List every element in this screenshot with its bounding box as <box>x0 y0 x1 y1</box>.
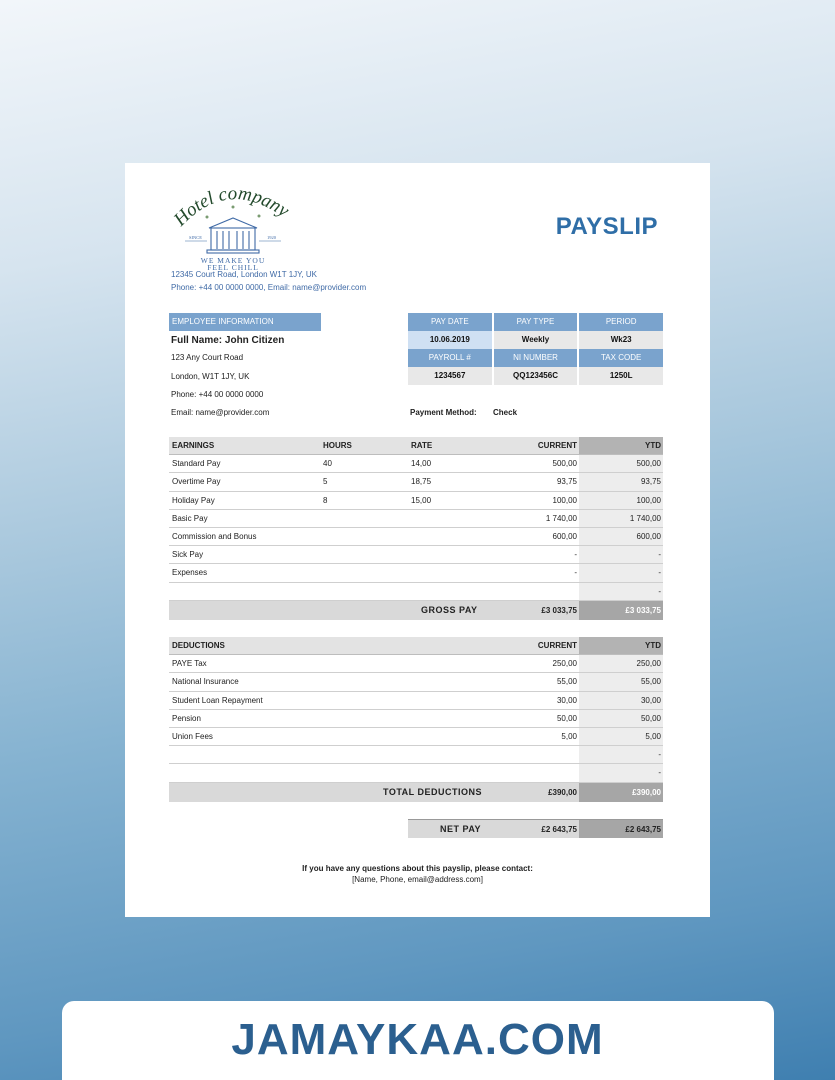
ni-number-header: NI NUMBER <box>494 349 578 367</box>
earnings-cell-name: Overtime Pay <box>172 477 221 487</box>
net-pay-label: NET PAY <box>440 824 482 834</box>
earnings-cell-name: Holiday Pay <box>172 495 215 505</box>
earnings-row <box>169 583 663 601</box>
deductions-cell-ytd: 30,00 <box>640 695 661 705</box>
earnings-cell-current: 93,75 <box>556 477 577 487</box>
tax-code-header: TAX CODE <box>579 349 663 367</box>
earnings-cell-ytd: 500,00 <box>636 459 661 469</box>
payment-method-value: Check <box>493 408 518 417</box>
earnings-col-name: EARNINGS <box>172 441 215 450</box>
deductions-col-current: CURRENT <box>537 641 577 650</box>
earnings-cell-current: 600,00 <box>552 531 577 541</box>
deductions-cell-name: PAYE Tax <box>172 659 207 669</box>
deductions-row <box>169 746 663 764</box>
deductions-cell-current: 5,00 <box>561 731 577 741</box>
earnings-col-ytd: YTD <box>645 441 661 450</box>
employee-name: Full Name: John Citizen <box>171 335 285 346</box>
total-deductions-row <box>169 783 663 802</box>
earnings-cell-hours: 5 <box>323 477 328 487</box>
gross-pay-current: £3 033,75 <box>541 605 577 615</box>
pay-info-grid <box>408 313 663 385</box>
payroll-header: PAYROLL # <box>408 349 492 367</box>
payslip-sheet <box>125 163 710 917</box>
deductions-col-ytd: YTD <box>645 641 661 650</box>
deductions-row <box>169 764 663 782</box>
logo-company-name: Hotel company <box>169 183 293 231</box>
earnings-table <box>169 437 663 620</box>
ni-number-value: QQ123456C <box>494 367 578 385</box>
earnings-cell-name: Standard Pay <box>172 459 221 469</box>
logo-year: 1920 <box>267 235 276 240</box>
total-deductions-label: TOTAL DEDUCTIONS <box>383 786 483 797</box>
employee-info-header: EMPLOYEE INFORMATION <box>169 313 321 331</box>
earnings-cell-current: - <box>574 550 577 560</box>
earnings-cell-rate: 15,00 <box>411 495 432 505</box>
earnings-row <box>169 492 663 510</box>
deductions-row <box>169 692 663 710</box>
earnings-cell-name: Expenses <box>172 568 208 578</box>
net-pay-row <box>408 819 663 838</box>
earnings-row <box>169 564 663 582</box>
earnings-cell-current: 100,00 <box>552 495 577 505</box>
earnings-cell-ytd: - <box>658 586 661 596</box>
deductions-col-name: DEDUCTIONS <box>172 641 225 650</box>
earnings-cell-name: Commission and Bonus <box>172 531 257 541</box>
period-header: PERIOD <box>579 313 663 331</box>
deductions-row <box>169 673 663 691</box>
logo-since: SINCE <box>189 235 203 240</box>
page-title: PAYSLIP <box>555 213 658 240</box>
total-deductions-current: £390,00 <box>548 787 577 797</box>
earnings-row <box>169 473 663 491</box>
logo-tagline-1: WE MAKE YOU <box>200 256 266 265</box>
earnings-cell-name: Basic Pay <box>172 513 208 523</box>
employee-email: Email: name@provider.com <box>171 408 270 417</box>
pay-type-header: PAY TYPE <box>494 313 578 331</box>
earnings-row <box>169 528 663 546</box>
earnings-cell-ytd: 100,00 <box>636 495 661 505</box>
earnings-cell-rate: 18,75 <box>411 477 432 487</box>
payment-method-label: Payment Method: <box>410 408 477 417</box>
earnings-cell-hours: 40 <box>323 459 332 469</box>
employee-phone: Phone: +44 00 0000 0000 <box>171 390 264 399</box>
contact-note: If you have any questions about this payslip, please contact: <box>302 864 533 873</box>
earnings-cell-rate: 14,00 <box>411 459 432 469</box>
hotel-logo <box>167 183 297 275</box>
deductions-table <box>169 637 663 802</box>
logo-tagline-2: FEEL CHILL <box>207 263 259 272</box>
employee-address-2: London, W1T 1JY, UK <box>171 372 250 381</box>
tax-code-value: 1250L <box>579 367 663 385</box>
deductions-cell-current: 250,00 <box>552 659 577 669</box>
svg-text:Hotel company <box>169 183 293 231</box>
pay-date-header: PAY DATE <box>408 313 492 331</box>
earnings-cell-ytd: 600,00 <box>636 531 661 541</box>
deductions-cell-name: Union Fees <box>172 731 213 741</box>
pay-type-value: Weekly <box>494 331 578 349</box>
deductions-cell-ytd: - <box>658 768 661 778</box>
earnings-cell-ytd: 1 740,00 <box>629 513 661 523</box>
earnings-col-hours: HOURS <box>323 441 352 450</box>
earnings-cell-current: - <box>574 568 577 578</box>
contact-details: [Name, Phone, email@address.com] <box>352 875 483 884</box>
earnings-cell-ytd: - <box>658 568 661 578</box>
deductions-cell-current: 50,00 <box>556 713 577 723</box>
net-pay-current: £2 643,75 <box>541 825 577 834</box>
pay-date-value: 10.06.2019 <box>408 331 492 349</box>
deductions-cell-name: Pension <box>172 713 201 723</box>
payroll-value: 1234567 <box>408 367 492 385</box>
deductions-cell-ytd: 250,00 <box>636 659 661 669</box>
deductions-cell-current: 30,00 <box>556 695 577 705</box>
earnings-cell-current: 1 740,00 <box>545 513 577 523</box>
deductions-cell-name: National Insurance <box>172 677 239 687</box>
deductions-cell-ytd: 50,00 <box>640 713 661 723</box>
total-deductions-ytd: £390,00 <box>632 787 661 797</box>
earnings-cell-current: 500,00 <box>552 459 577 469</box>
gross-pay-ytd: £3 033,75 <box>625 605 661 615</box>
deductions-cell-current: 55,00 <box>556 677 577 687</box>
earnings-header-row <box>169 437 663 455</box>
deductions-row <box>169 655 663 673</box>
deductions-row <box>169 728 663 746</box>
earnings-row <box>169 510 663 528</box>
earnings-col-current: CURRENT <box>537 441 577 450</box>
deductions-cell-ytd: - <box>658 750 661 760</box>
earnings-col-rate: RATE <box>411 441 433 450</box>
deductions-header-row <box>169 637 663 655</box>
company-contact: Phone: +44 00 0000 0000, Email: name@provider.com <box>171 283 367 292</box>
employee-address-1: 123 Any Court Road <box>171 353 244 362</box>
earnings-row <box>169 546 663 564</box>
deductions-cell-name: Student Loan Repayment <box>172 695 263 705</box>
deductions-cell-ytd: 5,00 <box>645 731 661 741</box>
earnings-row <box>169 455 663 473</box>
gross-pay-label: GROSS PAY <box>421 604 478 615</box>
deductions-cell-ytd: 55,00 <box>640 677 661 687</box>
earnings-cell-ytd: 93,75 <box>640 477 661 487</box>
period-value: Wk23 <box>579 331 663 349</box>
earnings-cell-name: Sick Pay <box>172 550 204 560</box>
earnings-cell-hours: 8 <box>323 495 328 505</box>
earnings-cell-ytd: - <box>658 550 661 560</box>
net-pay-ytd: £2 643,75 <box>625 825 661 834</box>
deductions-row <box>169 710 663 728</box>
company-address: 12345 Court Road, London W1T 1JY, UK <box>171 270 318 279</box>
gross-pay-row <box>169 601 663 620</box>
watermark-text: JAMAYKAA.COM <box>231 1015 604 1064</box>
